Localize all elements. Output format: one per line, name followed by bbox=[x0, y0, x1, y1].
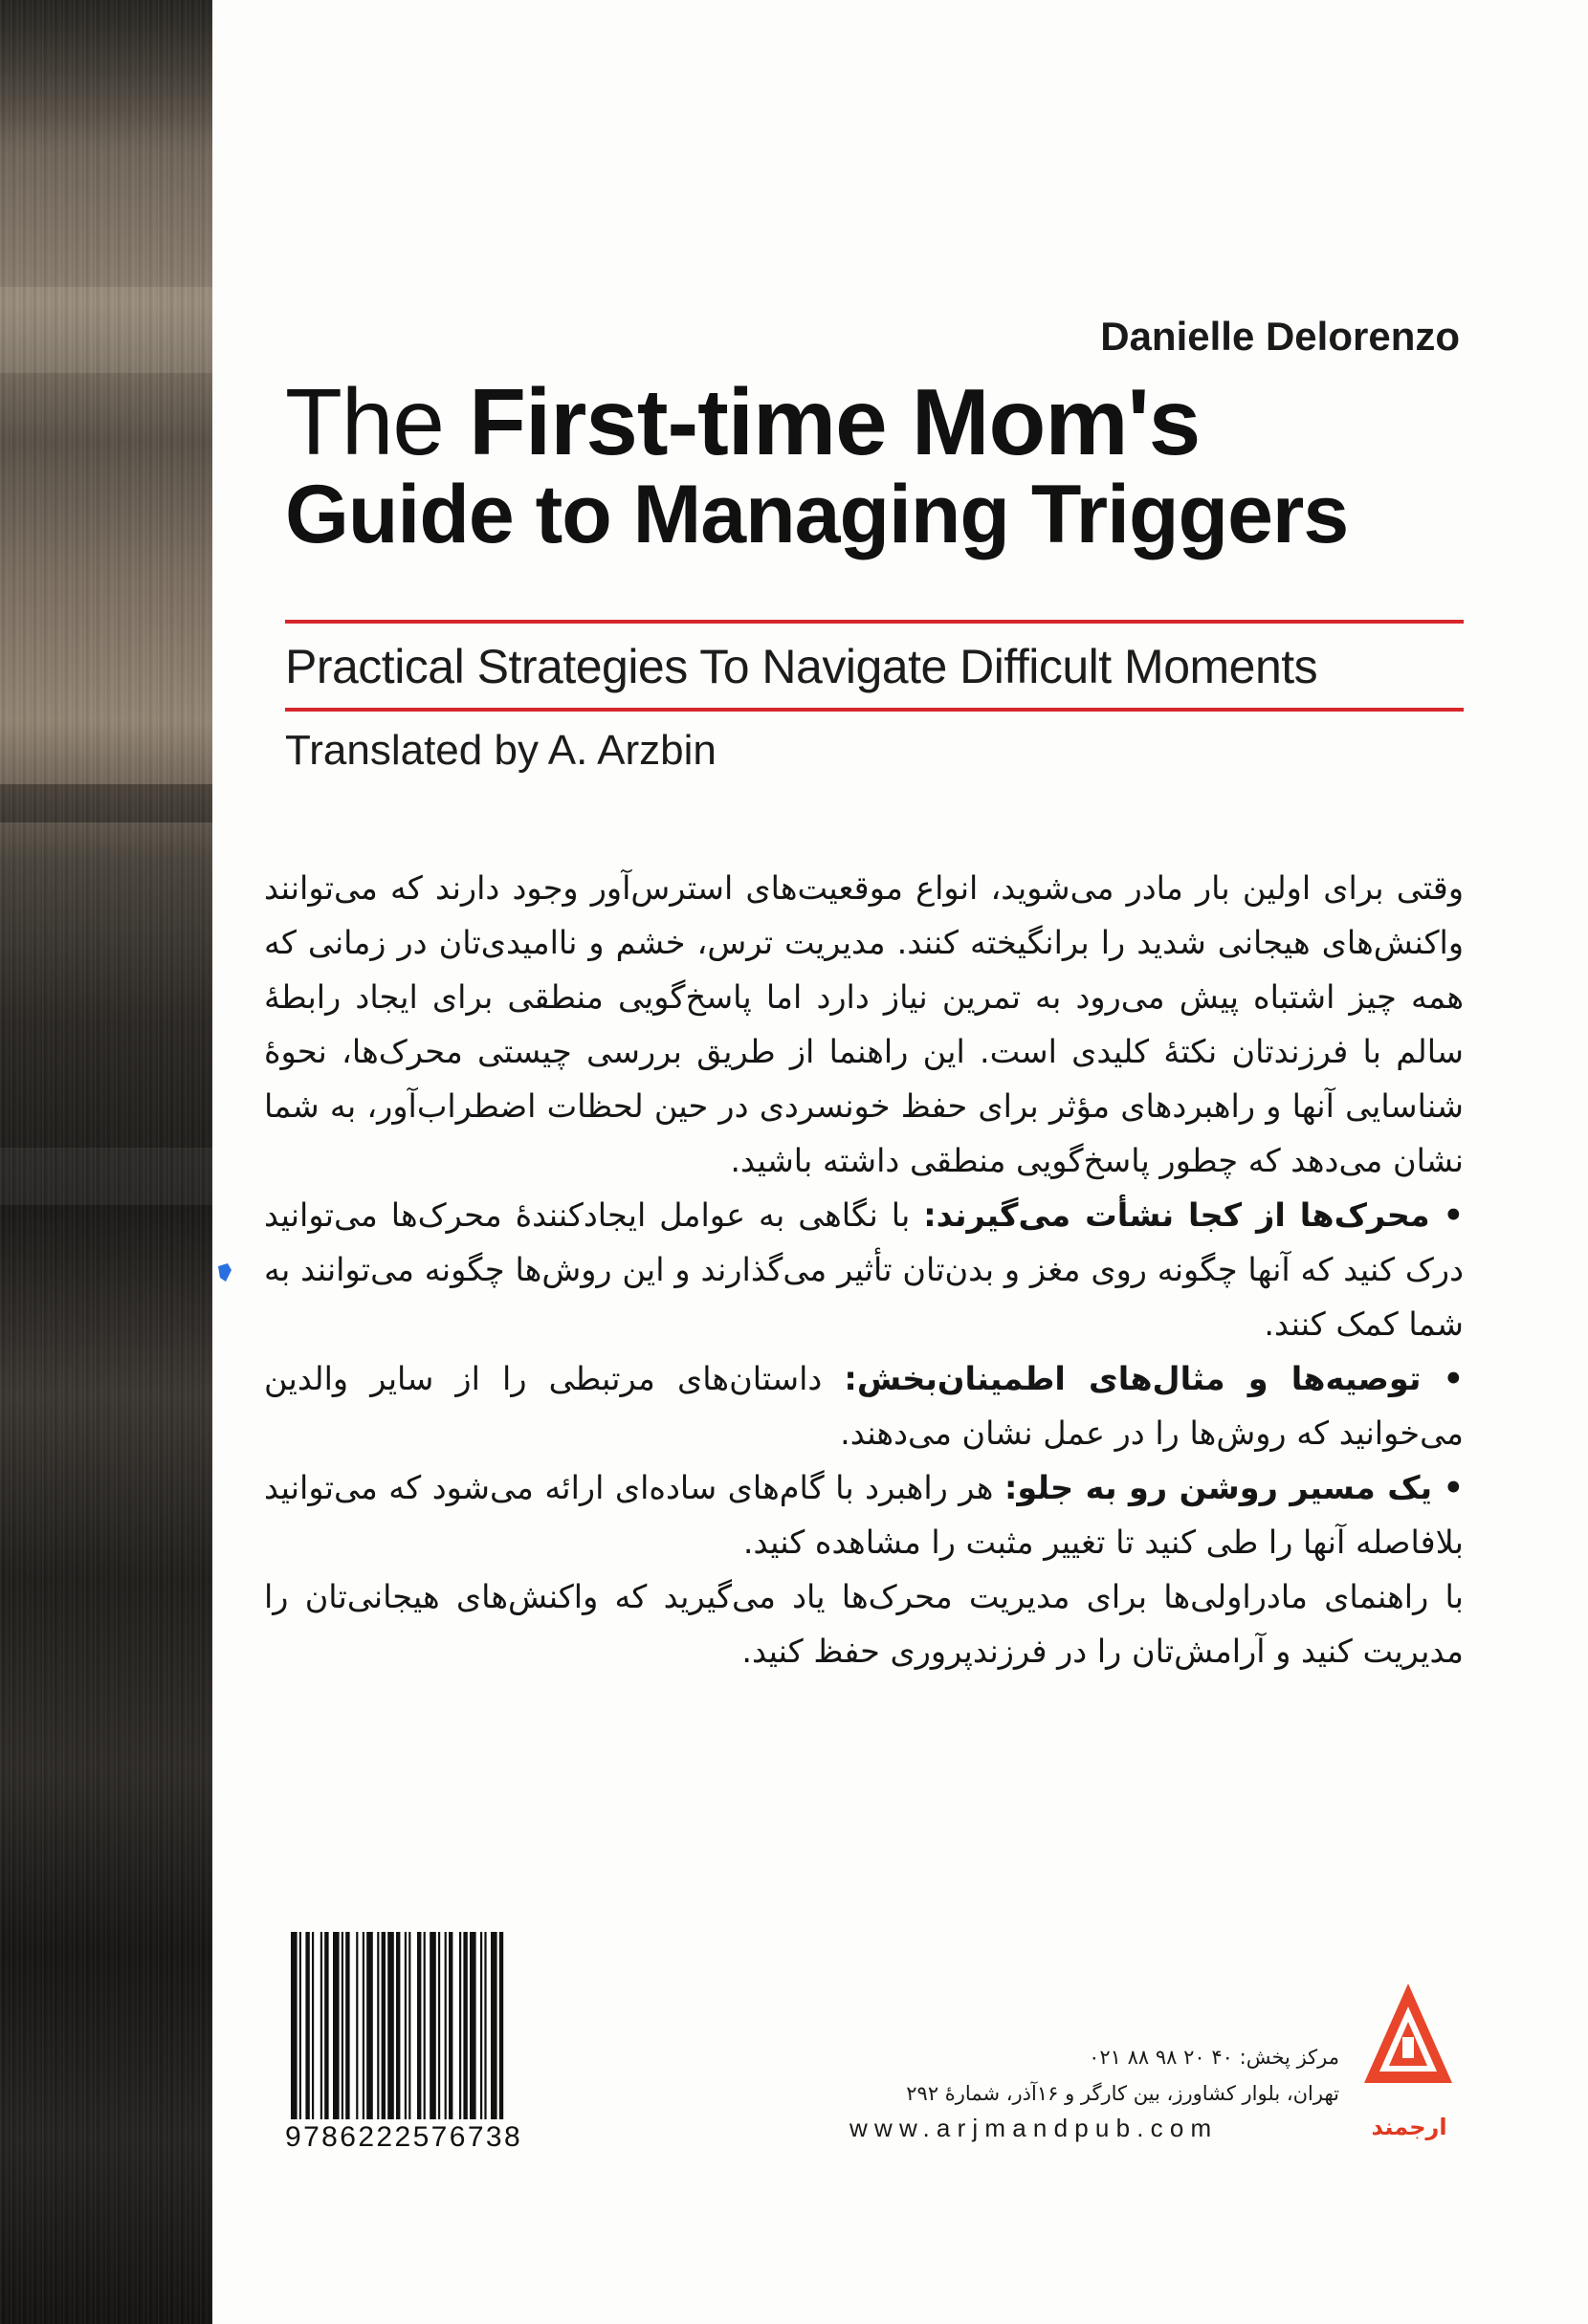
barcode-bar bbox=[449, 1932, 452, 2119]
author-name: Danielle Delorenzo bbox=[1100, 314, 1460, 359]
barcode-bar bbox=[484, 1932, 486, 2119]
barcode-bar bbox=[396, 1932, 400, 2119]
barcode-bar bbox=[377, 1932, 379, 2119]
bullet-symbol: • bbox=[1443, 1360, 1464, 1397]
blurb-bullet bbox=[264, 1188, 1464, 1351]
barcode-bar bbox=[405, 1932, 407, 2119]
back-cover-blurb bbox=[264, 861, 1464, 1678]
bullet-text: داستان‌های مرتبطی را از سایر والدین می‌خوانید که روش‌ها را در عمل نشان می‌دهند. bbox=[264, 1360, 1464, 1452]
title-the: The bbox=[285, 369, 444, 474]
book-title bbox=[285, 369, 1462, 560]
barcode-bar bbox=[491, 1932, 497, 2119]
publisher-address: تهران، بلوار کشاورز، بین کارگر و ۱۶آذر، شمارهٔ ۲۹۲ bbox=[906, 2082, 1339, 2105]
bullet-text: هر راهبرد با گام‌های ساده‌ای ارائه می‌شود که می‌توانید بلافاصله آنها را طی کنید تا تغییر مثبت را مشاهده کنید. bbox=[264, 1469, 1464, 1561]
publisher-contact bbox=[823, 2039, 1339, 2112]
barcode-bar bbox=[499, 1932, 503, 2119]
publisher-website: www.arjmandpub.com bbox=[849, 2114, 1219, 2142]
barcode-bar bbox=[463, 1932, 467, 2119]
barcode-bar bbox=[291, 1932, 298, 2119]
blurb-intro: وقتی برای اولین بار مادر می‌شوید، انواع موقعیت‌های استرس‌آور وجود دارند که می‌توانند واکنش‌های هیجانی شدید را برانگیخته کنند. مدیریت ترس، خشم و ناامیدی‌تان در زمانی که همه چیز اشتباه پیش می‌رود به تمرین نیاز دارد اما پاسخ‌گویی منطقی برای ایجاد رابطهٔ سالم با فرزندتان نکتهٔ کلیدی است. این راهنما از طریق بررسی چیستی محرک‌ها، نحوهٔ شناسایی آنها و راهبردهای مؤثر برای حفظ خونسردی در حین لحظات اضطراب‌آور، به شما نشان می‌دهد که چطور پاسخ‌گویی منطقی داشته باشید. bbox=[264, 869, 1464, 1179]
barcode-bar bbox=[480, 1932, 482, 2119]
bullet-lead: یک مسیر روشن رو به جلو: bbox=[1004, 1469, 1433, 1506]
arjmand-logo-icon bbox=[1358, 1978, 1458, 2112]
bullet-lead: توصیه‌ها و مثال‌های اطمینان‌بخش: bbox=[844, 1360, 1422, 1397]
barcode-bar bbox=[305, 1932, 309, 2119]
bullet-symbol: • bbox=[1443, 1196, 1464, 1234]
translator-credit: Translated by A. Arzbin bbox=[285, 727, 717, 774]
title-line-2: Guide to Managing Triggers bbox=[285, 468, 1349, 560]
barcode-bar bbox=[430, 1932, 436, 2119]
barcode-bar bbox=[366, 1932, 373, 2119]
blurb-closing: با راهنمای مادراولی‌ها برای مدیریت محرک‌ها یاد می‌گیرید که واکنش‌های هیجانی‌تان را مدیریت کنید و آرامش‌تان را در فرزندپروری حفظ کنید. bbox=[264, 1578, 1464, 1670]
title-line-1: First-time Mom's bbox=[469, 369, 1201, 474]
barcode-bar bbox=[324, 1932, 328, 2119]
barcode-bar bbox=[320, 1932, 322, 2119]
bullet-symbol: • bbox=[1443, 1469, 1464, 1506]
barcode-bar bbox=[382, 1932, 386, 2119]
barcode-bar bbox=[333, 1932, 340, 2119]
publisher-name: ارجمند bbox=[1371, 2114, 1447, 2140]
isbn-number: 9786222576738 bbox=[285, 2121, 523, 2153]
barcode-bar bbox=[459, 1932, 461, 2119]
barcode-bar bbox=[299, 1932, 301, 2119]
bullet-lead: محرک‌ها از کجا نشأت می‌گیرند: bbox=[923, 1196, 1430, 1234]
barcode-bar bbox=[445, 1932, 447, 2119]
barcode-bar bbox=[438, 1932, 440, 2119]
blurb-bullet bbox=[264, 1460, 1464, 1569]
book-subtitle: Practical Strategies To Navigate Difficult Moments bbox=[285, 640, 1318, 693]
red-rule-top bbox=[285, 620, 1464, 624]
barcode-bar bbox=[356, 1932, 358, 2119]
barcode-bar bbox=[424, 1932, 426, 2119]
barcode-bar bbox=[312, 1932, 314, 2119]
barcode-bar bbox=[345, 1932, 349, 2119]
blue-ink-mark bbox=[216, 1262, 233, 1283]
barcode-bar bbox=[387, 1932, 394, 2119]
blurb-bullet bbox=[264, 1351, 1464, 1460]
barcode-bar bbox=[363, 1932, 364, 2119]
barcode-bar bbox=[342, 1932, 343, 2119]
barcode-bar bbox=[417, 1932, 421, 2119]
cover-image-strip bbox=[0, 0, 212, 2324]
bullet-text: با نگاهی به عوامل ایجادکنندهٔ محرک‌ها می‌توانید درک کنید که آنها چگونه روی مغز و بدن‌تان تأثیر می‌گذارند و این روش‌ها چگونه می‌توانند به شما کمک کنند. bbox=[264, 1196, 1464, 1343]
distribution-center: مرکز پخش: ۴۰ ۲۰ ۹۸ ۸۸ ۰۲۱ bbox=[1089, 2046, 1339, 2069]
barcode-bar bbox=[408, 1932, 410, 2119]
red-rule-bottom bbox=[285, 708, 1464, 712]
barcode-bar bbox=[470, 1932, 476, 2119]
